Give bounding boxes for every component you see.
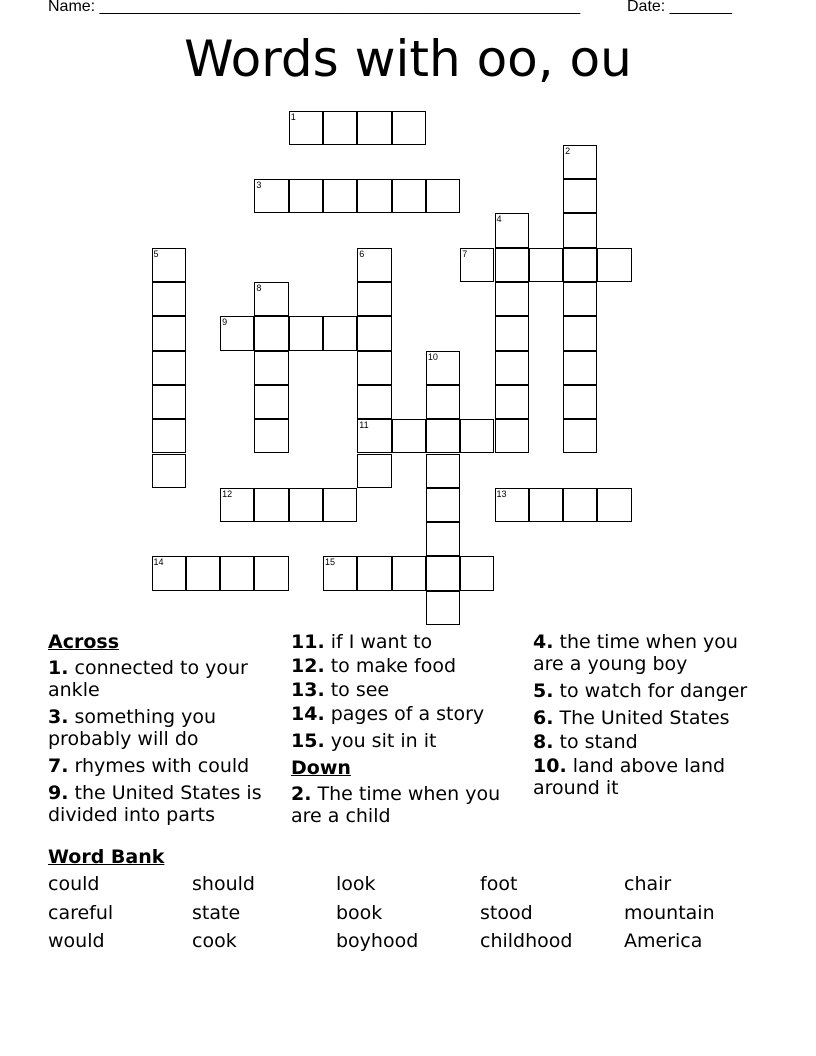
clue-number-label: 7 bbox=[462, 248, 468, 259]
crossword-cell[interactable] bbox=[392, 111, 426, 145]
clue-number-label: 8 bbox=[256, 283, 262, 293]
word-bank-item: foot bbox=[480, 873, 518, 895]
crossword-cell[interactable] bbox=[495, 248, 529, 282]
clue-number-label: 11 bbox=[359, 420, 369, 431]
across-clue-13 bbox=[291, 679, 516, 701]
crossword-cell[interactable] bbox=[563, 385, 597, 419]
clue-number-label: 5 bbox=[153, 248, 159, 259]
clue-number-label: 13 bbox=[496, 488, 507, 499]
clue-text: connected to your ankle bbox=[48, 657, 248, 701]
crossword-cell[interactable] bbox=[597, 248, 631, 282]
clue-number-label: 9 bbox=[222, 317, 228, 328]
word-bank-item: cook bbox=[192, 930, 237, 952]
clue-text: to watch for danger bbox=[559, 680, 748, 702]
crossword-cell[interactable] bbox=[426, 419, 460, 453]
clue-text: to make food bbox=[330, 655, 457, 677]
word-bank-item: look bbox=[336, 873, 376, 895]
clue-number-label: 15 bbox=[325, 557, 336, 568]
clue-text: rhymes with could bbox=[74, 755, 250, 777]
crossword-cell[interactable] bbox=[563, 282, 597, 316]
clue-number-label: 6 bbox=[359, 248, 365, 259]
clue-number-label: 4 bbox=[496, 214, 502, 225]
crossword-cell[interactable] bbox=[254, 556, 288, 590]
across-clue-12 bbox=[291, 655, 516, 677]
crossword-cell[interactable] bbox=[289, 179, 323, 213]
crossword-cell[interactable] bbox=[152, 454, 186, 488]
crossword-cell[interactable] bbox=[323, 556, 357, 590]
clue-number: 7. bbox=[48, 755, 69, 777]
clue-text: the time when you are a young boy bbox=[533, 631, 738, 675]
crossword-cell[interactable] bbox=[460, 248, 494, 282]
word-bank-item: state bbox=[192, 901, 241, 924]
clue-text: the United States is divided into parts bbox=[48, 782, 262, 826]
clue-number: 13. bbox=[291, 679, 325, 701]
crossword-cell[interactable] bbox=[357, 419, 391, 453]
word-bank-item: boyhood bbox=[336, 930, 419, 952]
crossword-cell[interactable] bbox=[426, 522, 460, 556]
crossword-cell[interactable] bbox=[495, 213, 529, 247]
crossword-cell[interactable] bbox=[254, 316, 288, 350]
down-clue-2 bbox=[291, 783, 516, 827]
crossword-cell[interactable] bbox=[254, 351, 288, 385]
crossword-cell[interactable] bbox=[495, 351, 529, 385]
crossword-cell[interactable] bbox=[563, 351, 597, 385]
clue-number-label: 1 bbox=[290, 111, 296, 122]
crossword-cell[interactable] bbox=[495, 385, 529, 419]
crossword-cell[interactable] bbox=[152, 316, 186, 350]
crossword-cell[interactable] bbox=[563, 179, 597, 213]
crossword-cell[interactable] bbox=[392, 179, 426, 213]
crossword-cell[interactable] bbox=[323, 316, 357, 350]
crossword-cell[interactable] bbox=[529, 248, 563, 282]
word-bank-item: book bbox=[336, 901, 383, 924]
across-clue-9 bbox=[48, 782, 273, 826]
crossword-cell[interactable] bbox=[323, 111, 357, 145]
down-heading: Down bbox=[291, 757, 351, 779]
clues-column-2 bbox=[291, 631, 516, 832]
crossword-cell[interactable] bbox=[357, 316, 391, 350]
crossword-cell[interactable] bbox=[392, 419, 426, 453]
crossword-cell[interactable] bbox=[426, 351, 460, 385]
crossword-cell[interactable] bbox=[152, 419, 186, 453]
crossword-cell[interactable] bbox=[563, 488, 597, 522]
crossword-cell[interactable] bbox=[186, 556, 220, 590]
across-clue-11 bbox=[291, 631, 516, 653]
down-clue-4 bbox=[533, 631, 758, 675]
date-field-label: Date: _______ bbox=[627, 0, 732, 15]
clues-column-1 bbox=[48, 631, 273, 831]
clue-number: 15. bbox=[291, 730, 325, 752]
crossword-cell[interactable] bbox=[357, 351, 391, 385]
clue-text: The United States bbox=[559, 707, 730, 729]
clue-number-label: 12 bbox=[222, 488, 233, 499]
word-bank-item: careful bbox=[48, 901, 114, 924]
clue-number: 5. bbox=[533, 680, 554, 702]
clue-number: 12. bbox=[291, 655, 325, 677]
crossword-cell[interactable] bbox=[529, 488, 563, 522]
clue-number: 9. bbox=[48, 782, 69, 804]
clue-number-label: 3 bbox=[256, 180, 262, 191]
word-bank-item: would bbox=[48, 930, 105, 952]
clue-number: 6. bbox=[533, 707, 554, 729]
clue-number: 2. bbox=[291, 783, 312, 805]
crossword-cell[interactable] bbox=[357, 248, 391, 282]
crossword-cell[interactable] bbox=[357, 385, 391, 419]
crossword-cell[interactable] bbox=[220, 316, 254, 350]
crossword-cell[interactable] bbox=[426, 179, 460, 213]
name-field-label: Name: ______________________________________________________ bbox=[48, 0, 581, 15]
crossword-cell[interactable] bbox=[152, 556, 186, 590]
clue-number: 1. bbox=[48, 657, 69, 679]
crossword-cell[interactable] bbox=[495, 488, 529, 522]
clue-number: 4. bbox=[533, 631, 554, 653]
page-title: Words with oo, ou bbox=[184, 30, 632, 88]
crossword-cell[interactable] bbox=[289, 111, 323, 145]
crossword-cell[interactable] bbox=[152, 282, 186, 316]
crossword-cell[interactable] bbox=[460, 556, 494, 590]
across-clue-15 bbox=[291, 730, 516, 752]
crossword-cell[interactable] bbox=[426, 385, 460, 419]
crossword-cell[interactable] bbox=[152, 351, 186, 385]
crossword-cell[interactable] bbox=[460, 419, 494, 453]
crossword-cell[interactable] bbox=[426, 454, 460, 488]
crossword-cell[interactable] bbox=[357, 454, 391, 488]
crossword-cell[interactable] bbox=[563, 213, 597, 247]
crossword-cell[interactable] bbox=[563, 419, 597, 453]
crossword-cell[interactable] bbox=[563, 248, 597, 282]
clue-text: to stand bbox=[559, 731, 638, 753]
crossword-cell[interactable] bbox=[357, 556, 391, 590]
crossword-cell[interactable] bbox=[254, 488, 288, 522]
word-bank-item: chair bbox=[624, 873, 672, 895]
word-bank-item: childhood bbox=[480, 930, 573, 952]
crossword-cell[interactable] bbox=[495, 282, 529, 316]
crossword-cell[interactable] bbox=[495, 419, 529, 453]
down-clue-5 bbox=[533, 680, 758, 702]
crossword-cell[interactable] bbox=[289, 316, 323, 350]
crossword-cell[interactable] bbox=[152, 385, 186, 419]
clue-text: The time when you are a child bbox=[291, 783, 501, 827]
clue-number: 11. bbox=[291, 631, 325, 653]
across-clue-1 bbox=[48, 657, 273, 701]
clue-text: pages of a story bbox=[330, 703, 485, 725]
crossword-cell[interactable] bbox=[392, 556, 426, 590]
across-heading: Across bbox=[48, 631, 120, 653]
crossword-cell[interactable] bbox=[357, 179, 391, 213]
crossword-cell[interactable] bbox=[495, 316, 529, 350]
word-bank-title: Word Bank bbox=[48, 846, 165, 868]
crossword-cell[interactable] bbox=[597, 488, 631, 522]
across-clue-14 bbox=[291, 703, 516, 725]
clue-number-label: 14 bbox=[153, 557, 164, 568]
crossword-cell[interactable] bbox=[426, 488, 460, 522]
crossword-cell[interactable] bbox=[254, 419, 288, 453]
crossword-cell[interactable] bbox=[289, 488, 323, 522]
clue-text: something you probably will do bbox=[48, 706, 217, 750]
clue-number: 14. bbox=[291, 703, 325, 725]
word-bank-item: should bbox=[192, 873, 255, 895]
crossword-cell[interactable] bbox=[426, 591, 460, 625]
down-clue-10 bbox=[533, 755, 758, 799]
crossword-cell[interactable] bbox=[220, 488, 254, 522]
clue-text: you sit in it bbox=[330, 730, 437, 752]
crossword-cell[interactable] bbox=[254, 282, 288, 316]
word-bank-item: stood bbox=[480, 901, 533, 924]
crossword-cell[interactable] bbox=[323, 179, 357, 213]
word-bank-item: could bbox=[48, 873, 100, 895]
word-bank-item: America bbox=[624, 930, 703, 952]
crossword-cell[interactable] bbox=[426, 556, 460, 590]
word-bank-item: mountain bbox=[624, 901, 715, 924]
crossword-cell[interactable] bbox=[220, 556, 254, 590]
down-clue-8 bbox=[533, 731, 758, 753]
across-clue-7 bbox=[48, 755, 273, 777]
crossword-cell[interactable] bbox=[254, 179, 288, 213]
clue-number: 8. bbox=[533, 731, 554, 753]
clue-number: 10. bbox=[533, 755, 567, 777]
across-clue-3 bbox=[48, 706, 273, 750]
down-clue-6 bbox=[533, 707, 758, 729]
clue-text: to see bbox=[330, 679, 390, 701]
crossword-cell[interactable] bbox=[254, 385, 288, 419]
clue-text: if I want to bbox=[330, 631, 433, 653]
crossword-cell[interactable] bbox=[323, 488, 357, 522]
clues-column-3 bbox=[533, 631, 758, 804]
crossword-cell[interactable] bbox=[563, 145, 597, 179]
crossword-cell[interactable] bbox=[563, 316, 597, 350]
crossword-cell[interactable] bbox=[152, 248, 186, 282]
clue-number-label: 10 bbox=[427, 351, 438, 362]
crossword-cell[interactable] bbox=[357, 282, 391, 316]
crossword-cell[interactable] bbox=[357, 111, 391, 145]
clue-number: 3. bbox=[48, 706, 69, 728]
clue-number-label: 2 bbox=[565, 145, 571, 156]
clue-text: land above land around it bbox=[533, 755, 726, 799]
